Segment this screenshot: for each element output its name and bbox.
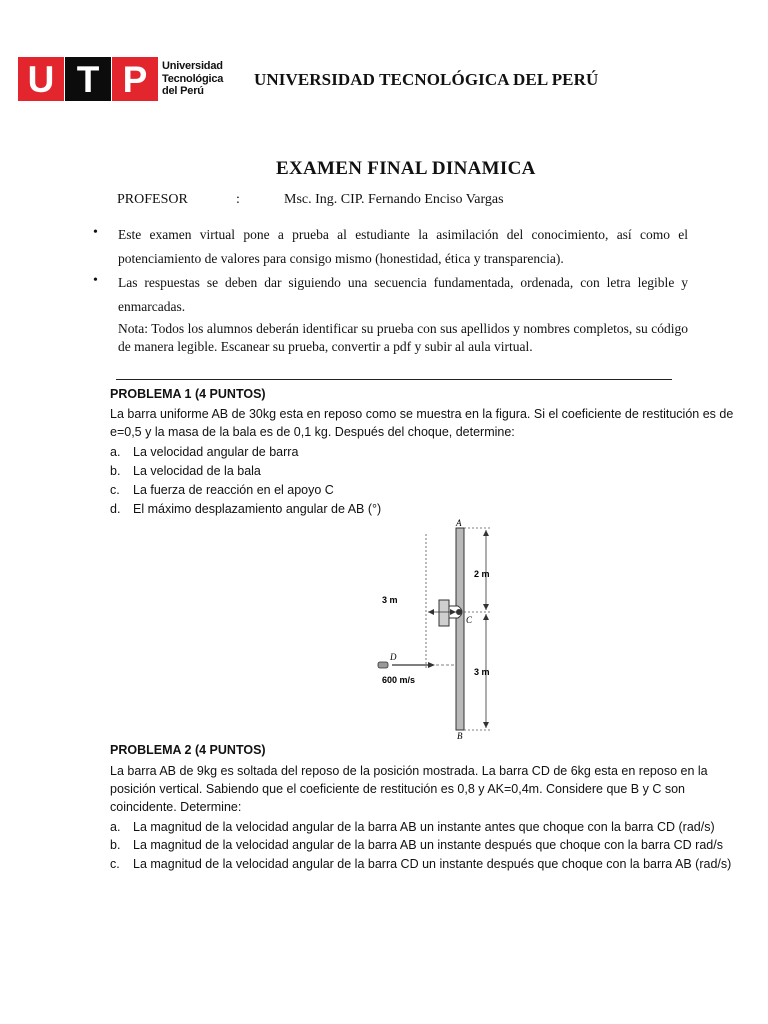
bullet-icon: • [93, 225, 98, 240]
problem-1-figure [370, 518, 510, 740]
dim-top-label: 2 m [474, 569, 490, 579]
logo-text: Universidad Tecnológica del Perú [162, 60, 224, 97]
dim-bottom-label: 3 m [474, 667, 490, 677]
label-a: A [456, 518, 462, 528]
label-d: D [390, 652, 397, 662]
item-letter: b. [110, 464, 121, 478]
item-letter: d. [110, 502, 121, 516]
university-name: UNIVERSIDAD TECNOLÓGICA DEL PERÚ [254, 70, 599, 89]
item-text: La magnitud de la velocidad angular de la barra CD un instante después que choque con la barra AB (rad/s) [133, 857, 732, 871]
divider [116, 379, 672, 380]
bar-diagram [370, 518, 510, 740]
item-letter: b. [110, 838, 121, 852]
wall-support [439, 600, 449, 626]
professor-label: PROFESOR [117, 192, 188, 207]
logo-letter-p: P [112, 57, 158, 101]
item-letter: c. [110, 483, 120, 497]
item-letter: a. [110, 820, 121, 834]
problem-1-statement: La barra uniforme AB de 30kg esta en reposo como se muestra en la figura. Si el coeficiente de restitución es de e=0,5 y la masa de la bala es de 0,1 kg. Después del choque, determine: [110, 407, 734, 439]
bullet-d [378, 662, 388, 668]
item-text: La velocidad de la bala [133, 464, 261, 478]
item-text: La velocidad angular de barra [133, 445, 299, 459]
label-c: C [466, 615, 473, 625]
bar-ab [456, 528, 464, 730]
pivot-pin [456, 609, 462, 615]
item-text: La magnitud de la velocidad angular de la barra AB un instante antes que choque con la barra CD (rad/s) [133, 820, 715, 834]
instruction-2: Las respuestas se deben dar siguiendo una secuencia fundamentada, ordenada, con letra legible y enmarcadas. [118, 275, 688, 314]
logo-letter-u: U [18, 57, 64, 101]
exam-title: EXAMEN FINAL DINAMICA [276, 158, 536, 179]
professor-name: Msc. Ing. CIP. Fernando Enciso Vargas [284, 192, 504, 207]
label-b: B [457, 731, 463, 740]
bullet-icon: • [93, 273, 98, 288]
item-text: El máximo desplazamiento angular de AB (°) [133, 502, 382, 516]
note: Nota: Todos los alumnos deberán identificar su prueba con sus apellidos y nombres completos, su código de manera legible. Escanear su prueba, convertir a pdf y subir al aula virtual. [118, 321, 688, 354]
problem-2-statement: La barra AB de 9kg es soltada del reposo de la posición mostrada. La barra CD de 6kg esta en reposo en la posición vertical. Sabiendo que el coeficiente de restitución es 0,8 y AK=0,4m. Considere que B y C son coincidente. Determine: [110, 764, 708, 814]
problem-2-title: PROBLEMA 2 (4 PUNTOS) [110, 743, 266, 757]
instruction-1: Este examen virtual pone a prueba al estudiante la asimilación del conocimiento, así como el potenciamiento de valores para consigo mismo (honestidad, ética y transparencia). [118, 227, 688, 266]
dim-horizontal-label: 3 m [382, 595, 398, 605]
item-text: La magnitud de la velocidad angular de la barra AB un instante después que choque con la barra CD rad/s [133, 838, 723, 852]
speed-label: 600 m/s [382, 675, 416, 685]
item-letter: c. [110, 857, 120, 871]
utp-logo [18, 57, 224, 101]
item-letter: a. [110, 445, 121, 459]
problem-1-title: PROBLEMA 1 (4 PUNTOS) [110, 387, 266, 401]
professor-colon: : [236, 192, 240, 207]
item-text: La fuerza de reacción en el apoyo C [133, 483, 334, 497]
logo-letter-t: T [65, 57, 111, 101]
